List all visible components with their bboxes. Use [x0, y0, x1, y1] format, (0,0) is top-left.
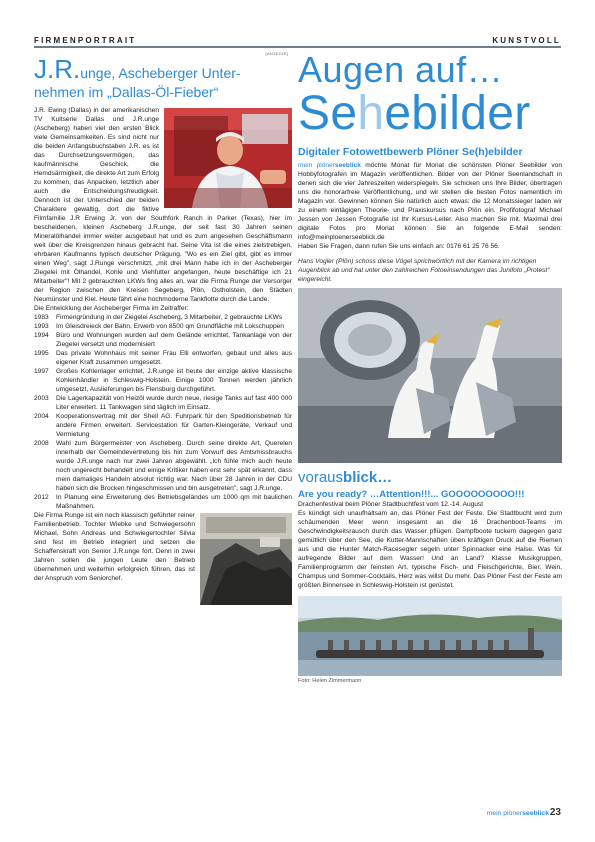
title-line-2: nehmen im „Dallas-Öl-Fieber“	[34, 84, 219, 101]
contest-subtitle: Digitaler Fotowettbewerb Plöner Se(h)ebilder	[298, 146, 523, 158]
page-number: 23	[549, 807, 561, 818]
footer-brand-b: seeblick	[522, 810, 549, 817]
timeline-text: Firmengründung in der Ziegelei Ascheberg, 3 Mitarbeiter, 2 gebrauchte LKWs	[56, 313, 283, 321]
timeline-item	[34, 331, 292, 349]
left-article-title	[34, 56, 292, 100]
timeline-item	[34, 439, 292, 493]
timeline-year: 2004	[34, 412, 49, 420]
timeline-item	[34, 367, 292, 394]
vorausblick-b: blick…	[343, 469, 393, 486]
header-rule	[34, 46, 561, 48]
title-rest: unge, Ascheberger Unter-	[80, 65, 241, 81]
timeline-year: 1995	[34, 349, 49, 357]
timeline-item	[34, 322, 292, 331]
vorausblick-subtitle: Are you ready? …Attention!!!... GOOOOOOOOO!!!	[298, 489, 525, 500]
contest-body	[298, 161, 562, 242]
footer-brand	[487, 810, 549, 817]
timeline-year: 2012	[34, 493, 49, 501]
timeline-item	[34, 313, 292, 322]
right-title-2-b: ebilder	[384, 87, 531, 140]
portrait-photo-art	[164, 108, 292, 208]
vorausblick-date-line: Drachenfestival beim Plöner Stadtbuchtfest vom 12.-14. August	[298, 501, 484, 508]
seagulls-photo-art	[298, 288, 562, 463]
timeline-text: Im Gleisdreieck der Bahn, Erwerb von 8500 qm Grundfläche mit Lokschuppen	[56, 322, 284, 330]
brand-name-a: mein plöner	[298, 162, 335, 169]
timeline-year: 1993	[34, 322, 49, 330]
dragonboat-photo-art	[298, 596, 562, 676]
photo-credit: Foto: Helen Zimmermann	[298, 678, 362, 684]
timeline-text: Die Lagerkapazität von Heizöl wurde durch neue, riesige Tanks auf fast 400 000 Liter erweitert. 11 Tankwagen sind täglich im Einsatz.	[56, 394, 292, 411]
vorausblick-body: Es kündigt sich unaufhaltsam an, das Plöner Fest der Feste. Die Stadtbucht wird zum schäumenden Meer wenn insgesamt an die 16 Drachenboot-Teams im Geschwindigkeitsrausch durch das Wasser pflügen. Dampfboote tuckern dagegen ganz gemütlich über den See, die Kutter-Mannschaften üben kräftigen Druck auf die Riemen aus und die Hunter Match-Racesegler segeln unter Spinnacker eine Halse. Was für aufregende Bilder auf dem Wasser! Und an Land? Klasse Musikgruppen, Familienprogramm der feinsten Art, typische Fisch- und Fleischgerichte, Bier, Wein, Champus und Sommer-Cocktails, Herz was willst Du mehr. Das Plöner Fest der Feste am größten Binnensee in Schleswig-Holstein ist gerüstet.	[298, 510, 562, 589]
contest-text: möchte Monat für Monat die schönsten Plöner Seebilder von Hobbyfotografen im Magazin veröffentlichen. Bilder von der Plöner Seenlandschaft in denen sich die vier Jahreszeiten widerspiegeln. Sie schicken uns Ihre Bilder, übertragen uns die honorarfreie Veröffentlichung, und wir stellen die besten Fotos namentlich im Magazin vor. Gewinnen können Sie natürlich auch etwas: die 12 Monatssieger laden wir zu einem eintägigen Theorie- und Praxiskursus nach Plön ein. Profifotograf Michael Jessen von Jessen Fotografie ist Ihr Kursus-Leiter. Also machen Sie mit. Maximal drei digitale Fotos pro Monat können Sie an folgende E-Mail senden: info@meinploenerseeblick.de	[298, 162, 562, 241]
right-title-2-h: h	[357, 87, 385, 140]
timeline-item	[34, 394, 292, 412]
warehouse-photo-art	[200, 513, 292, 605]
timeline-year: 2003	[34, 394, 49, 402]
timeline-item	[34, 349, 292, 367]
timeline-text: In Planung eine Erweiterung des Betriebsgeländes um 1000 qm mit baulichen Maßnahmen.	[56, 493, 292, 510]
timeline-item	[34, 412, 292, 439]
timeline-text: Das private Wohnhaus mit seiner Frau Elli entworfen, gebaut und alles aus eigener Kraft zusammen umgesetzt.	[56, 349, 292, 366]
timeline-text: Wahl zum Bürgermeister von Ascheberg. Durch seine direkte Art, Querelen innerhalb der Gemeindevertretung bis hin zum Vorwurf des Amtsmissbrauchs wurde J.R.unge nach nur zwei Jahren abgewählt. „Ich fühle mich auch heute noch ungerecht behandelt und einige Kritiker haben erst sehr spät erkannt, dass mein damaliges Handeln absolut richtig war. Nach über 28 Jahren in der CDU haben sich die Brocken hingeschmissen und bin ausgetreten", sagt J.R.unge.	[56, 439, 292, 492]
right-article	[298, 50, 562, 840]
right-title-2-a: Se	[298, 87, 358, 140]
timeline-text: Kooperationsvertrag mit der Shell AG. Fuhrpark für den Speditionsbetrieb für andere Firmen erweitert. Servicestation für Garten-Kleingeräte, Verkauf und Vermietung	[56, 412, 292, 438]
timeline-item	[34, 493, 292, 511]
family-paragraph: Die Firma Runge ist ein noch klassisch geführter reiner Familienbetrieb. Tochter Wiebke und Schwiegersohn Michael, Sohn Andreas und Schwiegertochter Silvia sind fest im Betrieb integriert und setzen die Schaffenskraft von Senior J.R.unge fort. Denn in zwei Jahren sollen die jungen Leute den Betrieb übernehmen und weiterhin erfolgreich führen, das ist der Anspruch vom Seniorchef.	[34, 511, 195, 582]
timeline-list	[34, 313, 292, 511]
right-title-2	[298, 87, 562, 140]
timeline-year: 1997	[34, 367, 49, 375]
timeline-text: Großes Kohlenlager errichtet, J.R.unge ist heute der einzige aktive klassische Kohlenhändler in Schleswig-Holstein. Einige 1000 Tonnen werden jährlich umgesetzt, Auslieferungen bis Flensburg durchgeführt.	[56, 367, 292, 393]
contest-phone: Haben Sie Fragen, dann rufen Sie uns einfach an: 0176 61 25 76 56.	[298, 243, 500, 250]
brand-name-b: seeblick	[334, 162, 361, 169]
dragonboat-photo	[298, 596, 562, 676]
timeline-year: 1994	[34, 331, 49, 339]
timeline-intro: Die Entwicklung der Ascheberger Firma im Zeitraffer:	[34, 304, 189, 312]
footer-brand-a: mein plöner	[486, 810, 523, 817]
timeline-year: 2008	[34, 439, 49, 447]
advert-label: [ANZEIGE]	[265, 51, 288, 56]
section-header-left: FIRMENPORTRAIT	[34, 36, 137, 45]
timeline-text: Büro und Wohnungen wurden auf dem Gelände errichtet, Tankanlage von der Ziegelei versetzt und modernisiert	[56, 331, 292, 348]
timeline-year: 1983	[34, 313, 49, 321]
photo-caption: Hans Vogler (Plön) schoss diese Vögel sprichwörtlich mit der Kamera im richtigen Augenblick ab und hat unter den zahlreichen Fotoeinsendungen das Junifoto „Protest“ eingereicht.	[298, 258, 550, 283]
intro-paragraph: J.R. Ewing (Dallas) in der amerikanischen TV Kultserie Dallas und J.R.unge (Ascheberg) haben viel den ersten Blick viele Gemeinsamkeiten. Es sind nicht nur die beiden Anfangsbuchstaben J.R. es ist das Durchsetzungsvermögen, das kaufmännische Geschick, die Hemdsärmigkeit, die direkte Art zum Erfolg zu kommen, das Anpacken, letztlich aber auch die Entscheidungsfreudigkeit. Dennoch ist der Unterschied der beiden Charaktere gewaltig, dort die fiktive Filmfamilie J.R Erwing Jr. von der Southfork Ranch in Parker (Texas), hier im bescheidenen, kleinen Ascheberg J.R.unge, der seit fast 30 Jahren seinen Mineralölhandel immer weiter ausgebaut hat und es zum angesehen Geschäftsmann weit über die Kreisgrenzen hinaus gebracht hat. Seine Vita ist die eines zielstrebigen, ehrbaren Kaufmanns typisch deutscher Prägung. "Wo es ein Ziel gibt, gibt es immer einen Weg", sagt J.Runge verschmitzt, „mit drei Mann habe ich in der Ascheberger Ziegelei mit Ölhandel, Kohle und Viehfutter angefangen, heute beschäftige ich 21 Mitarbeiter"! Mit 2 gebrauchten LKWs fing alles an, war die Firma Runge der Versorger der Region zwischen den Kreisen Segeberg, Plön, Ostholstein, den Städten Neumünster und Kiel. Heute fährt eine hochmoderne Tankflotte durch die Lande.	[34, 106, 292, 303]
left-article-body	[34, 106, 292, 583]
seagulls-photo	[298, 288, 562, 463]
right-title-1: Augen auf…	[298, 50, 504, 90]
warehouse-photo	[200, 513, 292, 605]
portrait-photo	[164, 108, 292, 208]
vorausblick-title	[298, 469, 562, 486]
title-initials: J.R.	[34, 54, 81, 84]
vorausblick-a: voraus	[298, 469, 344, 486]
left-article	[34, 50, 292, 820]
section-header-right: KUNSTVOLL	[492, 36, 561, 45]
